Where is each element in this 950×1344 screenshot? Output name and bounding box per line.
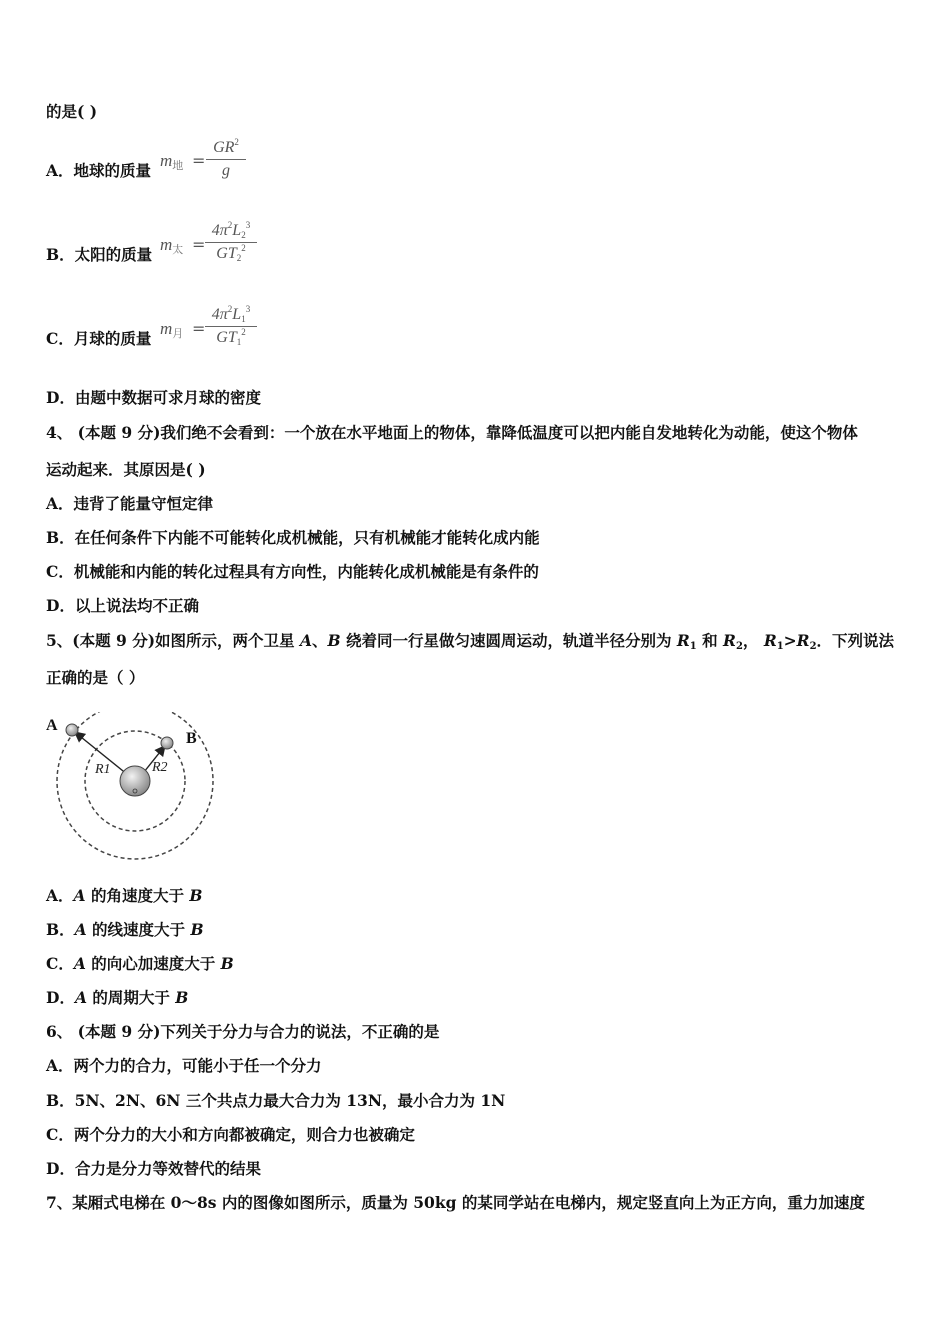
q3-option-d bbox=[46, 388, 261, 408]
q3-option-b bbox=[46, 245, 152, 265]
equals-sign: = bbox=[192, 319, 206, 338]
q3-a-formula: $GR^2$ g bbox=[206, 139, 246, 180]
q7-stem-line1: 7、某厢式电梯在 0～8s 内的图像如图所示，质量为 50kg 的某同学站在电梯内，规定竖直向上为正方向，重力加速度 bbox=[46, 1193, 865, 1212]
q3-b-formula: $4\pi^2L2^3$ $GT2^2$ bbox=[205, 222, 257, 263]
q5-stem-line1: 5、(本题 9 分)如图所示，两个卫星 A、B 绕着同一行星做匀速圆周运动，轨道半径分别为 R1 和 R2， R1>R2．下列说法 bbox=[46, 631, 895, 652]
q5-option-c: C．A 的向心加速度大于 B bbox=[46, 954, 234, 973]
equals-sign: = bbox=[192, 235, 206, 254]
q4-option-b: B．在任何条件下内能不可能转化成机械能，只有机械能才能转化成内能 bbox=[46, 528, 540, 547]
q5-stem-line2: 正确的是（ ） bbox=[46, 668, 145, 687]
q3-a-mass-symbol: m地 bbox=[160, 151, 184, 172]
q6-option-a: A．两个力的合力，可能小于任一个分力 bbox=[46, 1056, 322, 1075]
q6-option-d: D．合力是分力等效替代的结果 bbox=[46, 1159, 261, 1178]
option-label: A． bbox=[46, 161, 74, 180]
q3-option-a bbox=[46, 161, 151, 181]
label-a: A bbox=[46, 717, 58, 734]
q3-c-formula: $4\pi^2L1^3$ $GT1^2$ bbox=[205, 306, 257, 347]
question-stem-tail: 的是( ) bbox=[46, 102, 98, 121]
q3-c-mass-symbol: m月 bbox=[160, 319, 184, 340]
equals-sign: = bbox=[192, 151, 206, 170]
option-text: 地球的质量 bbox=[73, 161, 152, 180]
q6-option-c: C．两个分力的大小和方向都被确定，则合力也被确定 bbox=[46, 1125, 415, 1144]
q3-b-mass-symbol: m太 bbox=[160, 235, 184, 256]
q4-option-d: D．以上说法均不正确 bbox=[46, 596, 199, 615]
option-label: B． bbox=[46, 245, 75, 264]
q6-option-b: B．5N、2N、6N 三个共点力最大合力为 13N，最小合力为 1N bbox=[46, 1091, 506, 1110]
q5-option-a: A．A 的角速度大于 B bbox=[46, 886, 203, 905]
q3-option-c bbox=[46, 329, 151, 349]
label-r2: R2 bbox=[152, 760, 168, 775]
label-b: B bbox=[186, 730, 197, 747]
option-text: 月球的质量 bbox=[73, 329, 152, 348]
option-label: C． bbox=[46, 329, 74, 348]
q6-stem: 6、 (本题 9 分)下列关于分力与合力的说法，不正确的是 bbox=[46, 1022, 440, 1041]
q4-option-c: C．机械能和内能的转化过程具有方向性，内能转化成机械能是有条件的 bbox=[46, 562, 539, 581]
orbit-diagram bbox=[46, 712, 226, 867]
satellite-b bbox=[161, 737, 173, 749]
label-r1: R1 bbox=[95, 762, 111, 777]
option-text: 由题中数据可求月球的密度 bbox=[74, 388, 261, 407]
satellite-a bbox=[66, 724, 78, 736]
q5-option-d: D．A 的周期大于 B bbox=[46, 988, 189, 1007]
q4-option-a: A．违背了能量守恒定律 bbox=[46, 494, 214, 513]
planet bbox=[120, 766, 150, 796]
option-text: 太阳的质量 bbox=[74, 245, 153, 264]
q4-stem-line1: 4、 (本题 9 分)我们绝不会看到：一个放在水平地面上的物体，靠降低温度可以把内能自发地转化为动能，使这个物体 bbox=[46, 423, 858, 442]
q4-stem-line2: 运动起来．其原因是( ) bbox=[46, 460, 206, 479]
q5-option-b: B．A 的线速度大于 B bbox=[46, 920, 204, 939]
option-label: D． bbox=[46, 388, 75, 407]
